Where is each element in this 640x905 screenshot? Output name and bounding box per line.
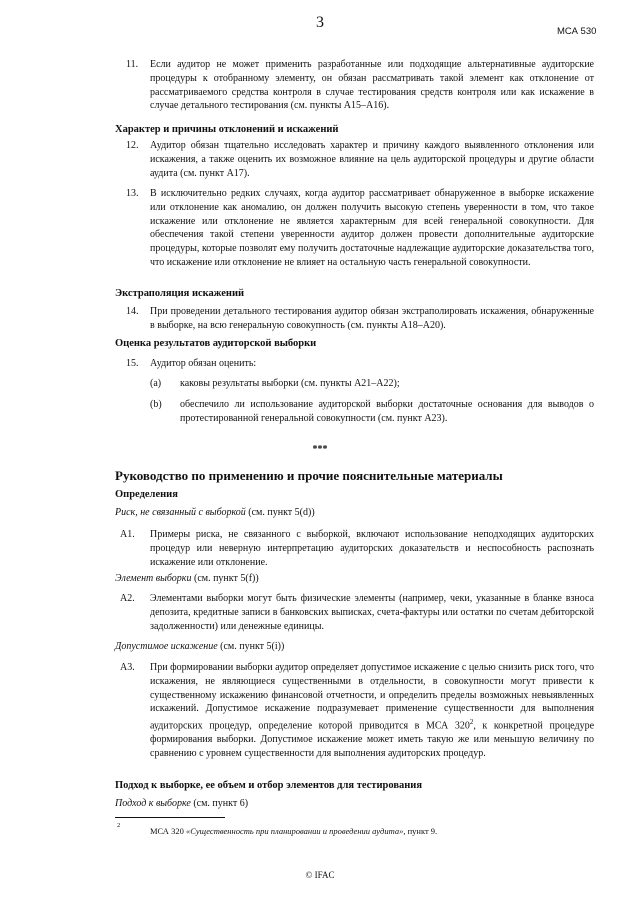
paragraph-a2: Элементами выборки могут быть физические элементы (например, чеки, указанные в бланке взноса депозита, кредитные записи в банковских выписках, счета-фактуры или остатки по счетам дебиторской задолженности) или денежные единицы. [150, 593, 594, 632]
section-heading-evaluation: Оценка результатов аудиторской выборки [115, 338, 317, 349]
paragraph-13: В исключительно редких случаях, когда аудитор рассматривает обнаруженное в выборке искажение или отклонение как аномалию, он должен получить высокую степень уверенности в том, что такое искажение или отклонение не является характерным для всей генеральной совокупности. Для обеспечения такой степени уверенности аудитор должен провести дополнительные аудиторские процедуры, которые позволят ему получить достаточные надлежащие аудиторские доказательства того, что искажение или отклонение не влияет на остальную часть генеральной совокупности. [150, 188, 594, 268]
definition-ref: (см. пункт 6) [190, 798, 249, 809]
definition-term: Допустимое искажение [115, 641, 218, 652]
paragraph-number: 12. [126, 140, 139, 151]
document-code: МСА 530 [557, 26, 597, 37]
paragraph-a3: При формировании выборки аудитор определяет допустимое искажение с целью снизить риск того, что искажения, не являющиеся существенными в отдельности, в совокупности могут привести к существенному искажению финансовой отчетности, и определить пределы возможных невыявленных искажений. Допустимое искажение подразумевает применение существенности для выполнения аудиторских процедур, определение которой приводится в МСА $320^2$, к конкретной процедуре формирования выборки. Допустимое искажение может иметь такую же или меньшую величину по сравнению с уровнем существенности для выполнения аудиторских процедур. [150, 662, 595, 760]
definition-term: Элемент выборки [115, 573, 192, 584]
list-label-a: (a) [150, 378, 162, 389]
footnote-mark: 2 [117, 822, 121, 829]
list-item-a: каковы результаты выборки (см. пункты А21–А22); [180, 378, 400, 389]
footnote-text: МСА 320 «Существенность при планировании и проведении аудита», пункт 9. [150, 826, 438, 836]
definition-element [115, 573, 259, 584]
paragraph-a1: Примеры риска, не связанного с выборкой, включают использование неподходящих аудиторских процедур или неверную интерпретацию аудиторских доказательств и неспособность распознать искажение или отклонение. [150, 529, 594, 568]
paragraph-number: A3. [120, 662, 135, 673]
definition-ref: (см. пункт 5(f)) [191, 573, 259, 584]
definition-ref: (см. пункт 5(d)) [245, 507, 315, 518]
paragraph-number: A1. [120, 529, 135, 540]
section-heading-guidance: Руководство по применению и прочие пояснительные материалы [115, 468, 503, 483]
section-heading-character: Характер и причины отклонений и искажений [115, 124, 339, 135]
paragraph-15: Аудитор обязан оценить: [150, 358, 257, 369]
paragraph-11: Если аудитор не может применить разработанные или подходящие альтернативные аудиторские процедуры к отобранному элементу, он обязан рассматривать такой элемент как отклонение от рассматриваемого средства контроля в случае тестирования средств контроля или как искажение в случае детального тестирования (см. пункты А15–А16). [150, 59, 594, 112]
list-item-b: обеспечило ли использование аудиторской выборки достаточные основания для выводов о протестированной генеральной совокупности (см. пункт А23). [180, 399, 594, 424]
paragraph-number: 14. [126, 306, 139, 317]
definition-risk [115, 507, 315, 518]
section-heading-definitions: Определения [115, 489, 178, 500]
section-heading-approach: Подход к выборке, ее объем и отбор элементов для тестирования [115, 780, 423, 791]
paragraph-12: Аудитор обязан тщательно исследовать характер и причину каждого выявленного отклонения или искажения, а также оценить их возможное влияние на цель аудиторской процедуры и другие области аудита (см. пункт А17). [150, 140, 594, 179]
footnote-divider [115, 817, 225, 818]
paragraph-number: 13. [126, 188, 139, 199]
paragraph-number: A2. [120, 593, 135, 604]
definition-term: Риск, не связанный с выборкой [115, 507, 246, 518]
footnote-ref: 2 [469, 718, 474, 727]
list-label-b: (b) [150, 399, 162, 410]
definition-tolerable [115, 641, 284, 652]
page-number: 3 [316, 14, 324, 31]
copyright-footer: © IFAC [305, 870, 335, 880]
paragraph-number: 11. [126, 59, 139, 70]
section-heading-extrapolation: Экстраполяция искажений [115, 288, 245, 299]
definition-ref: (см. пункт 5(i)) [217, 641, 285, 652]
paragraph-14: При проведении детального тестирования аудитор обязан экстраполировать искажения, обнаруженные в выборке, на всю генеральную совокупность (см. пункты А18–А20). [150, 306, 594, 331]
definition-term: Подход к выборке [115, 798, 191, 809]
definition-approach [115, 798, 248, 809]
section-separator: *** [312, 444, 328, 455]
paragraph-number: 15. [126, 358, 139, 369]
